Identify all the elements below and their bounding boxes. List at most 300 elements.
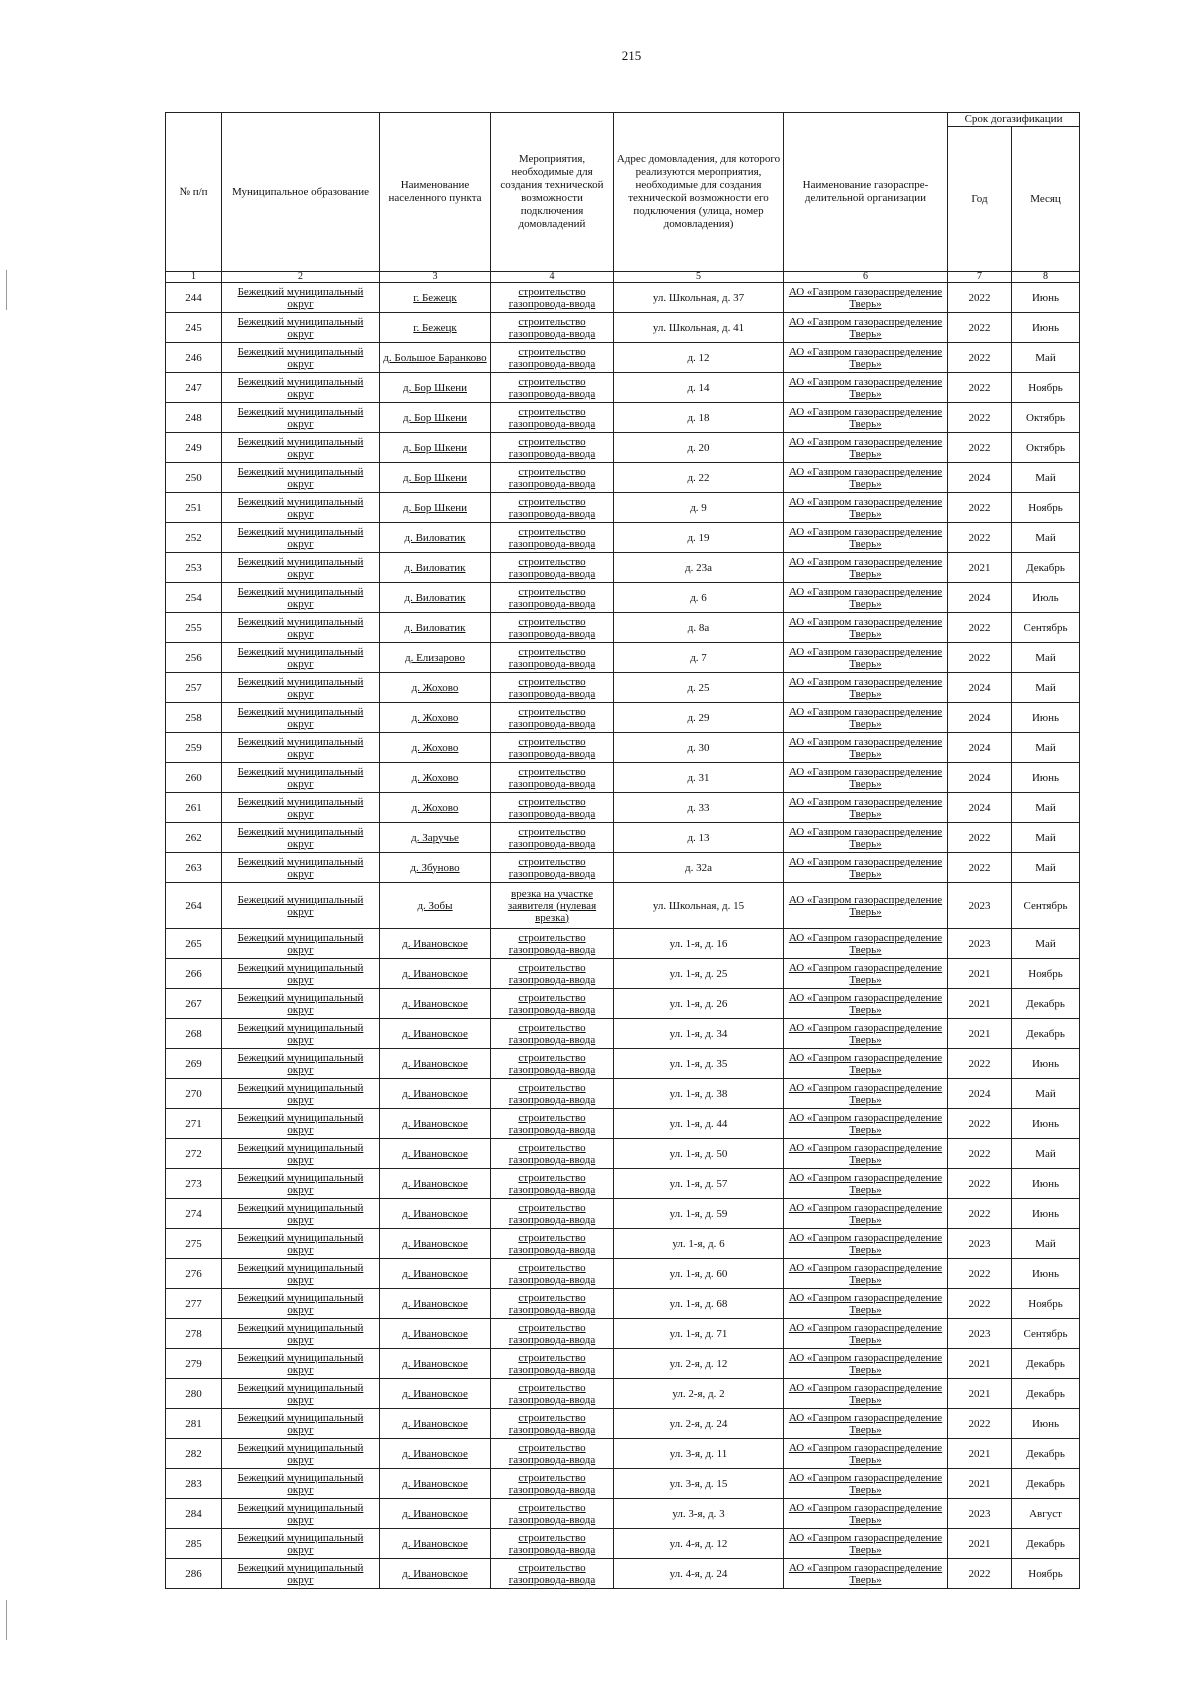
scan-mark bbox=[6, 270, 7, 310]
cell-row-number: 274 bbox=[166, 1199, 222, 1229]
cell-month: Ноябрь bbox=[1012, 959, 1080, 989]
cell-gdo: АО «Газпром газораспределение Тверь» bbox=[784, 1019, 948, 1049]
table-row bbox=[166, 1379, 1080, 1409]
column-numbers-row bbox=[166, 272, 1080, 283]
cell-municipality: Бежецкий муниципальный округ bbox=[222, 343, 380, 373]
cell-month: Декабрь bbox=[1012, 1439, 1080, 1469]
cell-year: 2023 bbox=[948, 929, 1012, 959]
table-row bbox=[166, 343, 1080, 373]
cell-row-number: 272 bbox=[166, 1139, 222, 1169]
cell-address: ул. 2-я, д. 24 bbox=[614, 1409, 784, 1439]
cell-gdo: АО «Газпром газораспределение Тверь» bbox=[784, 1349, 948, 1379]
cell-month: Декабрь bbox=[1012, 1349, 1080, 1379]
cell-gdo: АО «Газпром газораспределение Тверь» bbox=[784, 433, 948, 463]
cell-month: Июнь bbox=[1012, 1169, 1080, 1199]
cell-year: 2022 bbox=[948, 403, 1012, 433]
cell-year: 2022 bbox=[948, 1559, 1012, 1589]
cell-year: 2021 bbox=[948, 1019, 1012, 1049]
cell-address: д. 22 bbox=[614, 463, 784, 493]
cell-municipality: Бежецкий муниципальный округ bbox=[222, 823, 380, 853]
cell-row-number: 252 bbox=[166, 523, 222, 553]
cell-measure: строительство газопровода-ввода bbox=[491, 1409, 614, 1439]
cell-settlement: д. Ивановское bbox=[380, 959, 491, 989]
cell-address: ул. 1-я, д. 25 bbox=[614, 959, 784, 989]
cell-address: д. 9 bbox=[614, 493, 784, 523]
cell-settlement: д. Большое Баранково bbox=[380, 343, 491, 373]
table-row bbox=[166, 703, 1080, 733]
cell-address: д. 32а bbox=[614, 853, 784, 883]
cell-address: д. 29 bbox=[614, 703, 784, 733]
table-row bbox=[166, 1199, 1080, 1229]
cell-month: Октябрь bbox=[1012, 403, 1080, 433]
cell-month: Сентябрь bbox=[1012, 883, 1080, 929]
cell-year: 2022 bbox=[948, 1049, 1012, 1079]
cell-settlement: д. Ивановское bbox=[380, 1499, 491, 1529]
cell-address: д. 19 bbox=[614, 523, 784, 553]
cell-year: 2022 bbox=[948, 1199, 1012, 1229]
cell-year: 2023 bbox=[948, 883, 1012, 929]
cell-municipality: Бежецкий муниципальный округ bbox=[222, 1289, 380, 1319]
cell-municipality: Бежецкий муниципальный округ bbox=[222, 1229, 380, 1259]
cell-year: 2022 bbox=[948, 343, 1012, 373]
table-row bbox=[166, 733, 1080, 763]
cell-gdo: АО «Газпром газораспределение Тверь» bbox=[784, 763, 948, 793]
cell-municipality: Бежецкий муниципальный округ bbox=[222, 613, 380, 643]
cell-gdo: АО «Газпром газораспределение Тверь» bbox=[784, 1439, 948, 1469]
cell-gdo: АО «Газпром газораспределение Тверь» bbox=[784, 313, 948, 343]
cell-year: 2021 bbox=[948, 989, 1012, 1019]
cell-gdo: АО «Газпром газораспределение Тверь» bbox=[784, 373, 948, 403]
cell-address: ул. 1-я, д. 16 bbox=[614, 929, 784, 959]
cell-address: ул. 1-я, д. 50 bbox=[614, 1139, 784, 1169]
cell-municipality: Бежецкий муниципальный округ bbox=[222, 1139, 380, 1169]
cell-measure: строительство газопровода-ввода bbox=[491, 583, 614, 613]
cell-settlement: д. Ивановское bbox=[380, 1169, 491, 1199]
cell-address: ул. Школьная, д. 37 bbox=[614, 283, 784, 313]
cell-settlement: д. Жохово bbox=[380, 763, 491, 793]
cell-gdo: АО «Газпром газораспределение Тверь» bbox=[784, 613, 948, 643]
cell-month: Май bbox=[1012, 1229, 1080, 1259]
cell-address: д. 20 bbox=[614, 433, 784, 463]
cell-year: 2021 bbox=[948, 553, 1012, 583]
table-row bbox=[166, 283, 1080, 313]
cell-measure: строительство газопровода-ввода bbox=[491, 1109, 614, 1139]
cell-settlement: д. Ивановское bbox=[380, 1469, 491, 1499]
cell-measure: строительство газопровода-ввода bbox=[491, 553, 614, 583]
cell-month: Май bbox=[1012, 673, 1080, 703]
cell-gdo: АО «Газпром газораспределение Тверь» bbox=[784, 1379, 948, 1409]
cell-municipality: Бежецкий муниципальный округ bbox=[222, 793, 380, 823]
column-number: 7 bbox=[948, 272, 1012, 283]
cell-measure: строительство газопровода-ввода bbox=[491, 853, 614, 883]
cell-address: д. 7 bbox=[614, 643, 784, 673]
column-number: 8 bbox=[1012, 272, 1080, 283]
cell-row-number: 246 bbox=[166, 343, 222, 373]
cell-address: ул. 1-я, д. 26 bbox=[614, 989, 784, 1019]
cell-month: Май bbox=[1012, 1079, 1080, 1109]
column-number: 6 bbox=[784, 272, 948, 283]
gasification-table-wrapper bbox=[165, 112, 1079, 1589]
cell-year: 2024 bbox=[948, 763, 1012, 793]
cell-municipality: Бежецкий муниципальный округ bbox=[222, 403, 380, 433]
cell-settlement: д. Ивановское bbox=[380, 989, 491, 1019]
cell-settlement: д. Ивановское bbox=[380, 1259, 491, 1289]
cell-row-number: 255 bbox=[166, 613, 222, 643]
cell-settlement: д. Ивановское bbox=[380, 1529, 491, 1559]
cell-settlement: д. Ивановское bbox=[380, 1079, 491, 1109]
cell-settlement: д. Ивановское bbox=[380, 1289, 491, 1319]
cell-gdo: АО «Газпром газораспределение Тверь» bbox=[784, 583, 948, 613]
cell-measure: строительство газопровода-ввода bbox=[491, 1379, 614, 1409]
cell-month: Август bbox=[1012, 1499, 1080, 1529]
cell-gdo: АО «Газпром газораспределение Тверь» bbox=[784, 493, 948, 523]
cell-row-number: 285 bbox=[166, 1529, 222, 1559]
cell-settlement: д. Бор Шкени bbox=[380, 463, 491, 493]
header-deadline-group: Срок догазификации bbox=[948, 113, 1080, 127]
cell-municipality: Бежецкий муниципальный округ bbox=[222, 1319, 380, 1349]
cell-settlement: д. Заручье bbox=[380, 823, 491, 853]
cell-municipality: Бежецкий муниципальный округ bbox=[222, 583, 380, 613]
cell-row-number: 251 bbox=[166, 493, 222, 523]
cell-year: 2022 bbox=[948, 283, 1012, 313]
cell-municipality: Бежецкий муниципальный округ bbox=[222, 1529, 380, 1559]
cell-month: Июнь bbox=[1012, 1259, 1080, 1289]
cell-address: ул. 4-я, д. 12 bbox=[614, 1529, 784, 1559]
cell-month: Ноябрь bbox=[1012, 493, 1080, 523]
cell-measure: строительство газопровода-ввода bbox=[491, 493, 614, 523]
cell-row-number: 286 bbox=[166, 1559, 222, 1589]
cell-settlement: д. Ивановское bbox=[380, 1439, 491, 1469]
cell-municipality: Бежецкий муниципальный округ bbox=[222, 463, 380, 493]
cell-address: ул. 1-я, д. 71 bbox=[614, 1319, 784, 1349]
table-row bbox=[166, 1319, 1080, 1349]
column-number: 2 bbox=[222, 272, 380, 283]
cell-measure: строительство газопровода-ввода bbox=[491, 929, 614, 959]
cell-settlement: д. Виловатик bbox=[380, 523, 491, 553]
cell-settlement: д. Бор Шкени bbox=[380, 373, 491, 403]
cell-month: Май bbox=[1012, 733, 1080, 763]
cell-year: 2021 bbox=[948, 1469, 1012, 1499]
cell-gdo: АО «Газпром газораспределение Тверь» bbox=[784, 959, 948, 989]
cell-address: ул. 1-я, д. 68 bbox=[614, 1289, 784, 1319]
cell-gdo: АО «Газпром газораспределение Тверь» bbox=[784, 989, 948, 1019]
cell-settlement: д. Ивановское bbox=[380, 1109, 491, 1139]
cell-municipality: Бежецкий муниципальный округ bbox=[222, 703, 380, 733]
table-row bbox=[166, 1019, 1080, 1049]
cell-month: Декабрь bbox=[1012, 1529, 1080, 1559]
cell-municipality: Бежецкий муниципальный округ bbox=[222, 1079, 380, 1109]
cell-gdo: АО «Газпром газораспределение Тверь» bbox=[784, 1559, 948, 1589]
cell-measure: строительство газопровода-ввода bbox=[491, 703, 614, 733]
cell-year: 2023 bbox=[948, 1229, 1012, 1259]
cell-measure: врезка на участке заявителя (нулевая врезка) bbox=[491, 883, 614, 929]
table-row bbox=[166, 313, 1080, 343]
cell-address: ул. 1-я, д. 59 bbox=[614, 1199, 784, 1229]
table-row bbox=[166, 763, 1080, 793]
cell-address: д. 33 bbox=[614, 793, 784, 823]
cell-gdo: АО «Газпром газораспределение Тверь» bbox=[784, 643, 948, 673]
cell-month: Май bbox=[1012, 853, 1080, 883]
cell-row-number: 258 bbox=[166, 703, 222, 733]
cell-municipality: Бежецкий муниципальный округ bbox=[222, 1499, 380, 1529]
cell-measure: строительство газопровода-ввода bbox=[491, 1319, 614, 1349]
cell-municipality: Бежецкий муниципальный округ bbox=[222, 493, 380, 523]
cell-address: ул. 3-я, д. 11 bbox=[614, 1439, 784, 1469]
column-number: 1 bbox=[166, 272, 222, 283]
cell-settlement: д. Зобы bbox=[380, 883, 491, 929]
cell-row-number: 284 bbox=[166, 1499, 222, 1529]
cell-measure: строительство газопровода-ввода bbox=[491, 283, 614, 313]
cell-year: 2024 bbox=[948, 673, 1012, 703]
cell-address: ул. 2-я, д. 12 bbox=[614, 1349, 784, 1379]
cell-year: 2022 bbox=[948, 613, 1012, 643]
cell-settlement: д. Ивановское bbox=[380, 1049, 491, 1079]
table-row bbox=[166, 673, 1080, 703]
cell-row-number: 260 bbox=[166, 763, 222, 793]
cell-measure: строительство газопровода-ввода bbox=[491, 673, 614, 703]
gasification-table bbox=[165, 112, 1080, 1589]
cell-gdo: АО «Газпром газораспределение Тверь» bbox=[784, 1409, 948, 1439]
cell-address: ул. 1-я, д. 35 bbox=[614, 1049, 784, 1079]
cell-row-number: 271 bbox=[166, 1109, 222, 1139]
table-row bbox=[166, 643, 1080, 673]
cell-year: 2022 bbox=[948, 1109, 1012, 1139]
cell-settlement: д. Бор Шкени bbox=[380, 403, 491, 433]
table-row bbox=[166, 1529, 1080, 1559]
cell-measure: строительство газопровода-ввода bbox=[491, 793, 614, 823]
cell-gdo: АО «Газпром газораспределение Тверь» bbox=[784, 1229, 948, 1259]
cell-row-number: 262 bbox=[166, 823, 222, 853]
cell-measure: строительство газопровода-ввода bbox=[491, 403, 614, 433]
cell-year: 2022 bbox=[948, 1289, 1012, 1319]
cell-settlement: д. Виловатик bbox=[380, 583, 491, 613]
table-row bbox=[166, 1349, 1080, 1379]
cell-municipality: Бежецкий муниципальный округ bbox=[222, 1469, 380, 1499]
table-row bbox=[166, 613, 1080, 643]
table-row bbox=[166, 463, 1080, 493]
cell-address: ул. 1-я, д. 34 bbox=[614, 1019, 784, 1049]
cell-month: Декабрь bbox=[1012, 1019, 1080, 1049]
header-measures: Мероприятия, необходимые для создания технической возможности подключения домовладений bbox=[491, 113, 614, 272]
cell-year: 2022 bbox=[948, 1169, 1012, 1199]
cell-row-number: 250 bbox=[166, 463, 222, 493]
table-row bbox=[166, 1169, 1080, 1199]
cell-measure: строительство газопровода-ввода bbox=[491, 1499, 614, 1529]
table-row bbox=[166, 433, 1080, 463]
cell-address: ул. 3-я, д. 3 bbox=[614, 1499, 784, 1529]
header-address: Адрес домовладения, для которого реализуются мероприятия, необходимые для создания технической возможности его подключения (улица, номер домовладения) bbox=[614, 113, 784, 272]
cell-year: 2024 bbox=[948, 1079, 1012, 1109]
cell-row-number: 279 bbox=[166, 1349, 222, 1379]
cell-address: ул. 1-я, д. 38 bbox=[614, 1079, 784, 1109]
table-row bbox=[166, 1109, 1080, 1139]
cell-row-number: 256 bbox=[166, 643, 222, 673]
cell-gdo: АО «Газпром газораспределение Тверь» bbox=[784, 1319, 948, 1349]
cell-month: Сентябрь bbox=[1012, 613, 1080, 643]
cell-municipality: Бежецкий муниципальный округ bbox=[222, 929, 380, 959]
cell-municipality: Бежецкий муниципальный округ bbox=[222, 1259, 380, 1289]
cell-measure: строительство газопровода-ввода bbox=[491, 1469, 614, 1499]
cell-row-number: 275 bbox=[166, 1229, 222, 1259]
cell-row-number: 253 bbox=[166, 553, 222, 583]
cell-month: Май bbox=[1012, 463, 1080, 493]
cell-month: Ноябрь bbox=[1012, 373, 1080, 403]
cell-gdo: АО «Газпром газораспределение Тверь» bbox=[784, 853, 948, 883]
cell-gdo: АО «Газпром газораспределение Тверь» bbox=[784, 733, 948, 763]
cell-gdo: АО «Газпром газораспределение Тверь» bbox=[784, 1199, 948, 1229]
cell-settlement: г. Бежецк bbox=[380, 283, 491, 313]
table-row bbox=[166, 1499, 1080, 1529]
cell-year: 2022 bbox=[948, 1409, 1012, 1439]
cell-row-number: 280 bbox=[166, 1379, 222, 1409]
cell-measure: строительство газопровода-ввода bbox=[491, 1049, 614, 1079]
table-row bbox=[166, 1049, 1080, 1079]
cell-gdo: АО «Газпром газораспределение Тверь» bbox=[784, 1139, 948, 1169]
cell-year: 2024 bbox=[948, 793, 1012, 823]
cell-measure: строительство газопровода-ввода bbox=[491, 313, 614, 343]
cell-measure: строительство газопровода-ввода bbox=[491, 463, 614, 493]
table-row bbox=[166, 493, 1080, 523]
cell-month: Июнь bbox=[1012, 1109, 1080, 1139]
cell-settlement: д. Ивановское bbox=[380, 1229, 491, 1259]
cell-municipality: Бежецкий муниципальный округ bbox=[222, 853, 380, 883]
table-row bbox=[166, 583, 1080, 613]
cell-year: 2021 bbox=[948, 1529, 1012, 1559]
cell-gdo: АО «Газпром газораспределение Тверь» bbox=[784, 1079, 948, 1109]
table-row bbox=[166, 1289, 1080, 1319]
cell-municipality: Бежецкий муниципальный округ bbox=[222, 763, 380, 793]
cell-gdo: АО «Газпром газораспределение Тверь» bbox=[784, 1169, 948, 1199]
header-settlement: Наименование населенного пункта bbox=[380, 113, 491, 272]
cell-year: 2024 bbox=[948, 733, 1012, 763]
cell-settlement: д. Жохово bbox=[380, 673, 491, 703]
cell-measure: строительство газопровода-ввода bbox=[491, 1289, 614, 1319]
cell-row-number: 245 bbox=[166, 313, 222, 343]
cell-address: ул. 1-я, д. 60 bbox=[614, 1259, 784, 1289]
table-row bbox=[166, 959, 1080, 989]
cell-settlement: д. Збуново bbox=[380, 853, 491, 883]
cell-address: д. 6 bbox=[614, 583, 784, 613]
cell-gdo: АО «Газпром газораспределение Тверь» bbox=[784, 343, 948, 373]
cell-month: Июнь bbox=[1012, 703, 1080, 733]
cell-row-number: 267 bbox=[166, 989, 222, 1019]
cell-row-number: 268 bbox=[166, 1019, 222, 1049]
cell-gdo: АО «Газпром газораспределение Тверь» bbox=[784, 523, 948, 553]
cell-row-number: 259 bbox=[166, 733, 222, 763]
cell-municipality: Бежецкий муниципальный округ bbox=[222, 989, 380, 1019]
table-row bbox=[166, 1469, 1080, 1499]
cell-row-number: 264 bbox=[166, 883, 222, 929]
table-row bbox=[166, 853, 1080, 883]
table-row bbox=[166, 1229, 1080, 1259]
cell-month: Май bbox=[1012, 523, 1080, 553]
cell-gdo: АО «Газпром газораспределение Тверь» bbox=[784, 553, 948, 583]
cell-month: Декабрь bbox=[1012, 553, 1080, 583]
cell-municipality: Бежецкий муниципальный округ bbox=[222, 1049, 380, 1079]
cell-row-number: 278 bbox=[166, 1319, 222, 1349]
cell-month: Июнь bbox=[1012, 763, 1080, 793]
cell-gdo: АО «Газпром газораспределение Тверь» bbox=[784, 1049, 948, 1079]
cell-month: Май bbox=[1012, 343, 1080, 373]
table-row bbox=[166, 523, 1080, 553]
cell-address: ул. 1-я, д. 6 bbox=[614, 1229, 784, 1259]
cell-year: 2024 bbox=[948, 703, 1012, 733]
cell-municipality: Бежецкий муниципальный округ bbox=[222, 313, 380, 343]
cell-year: 2022 bbox=[948, 433, 1012, 463]
table-row bbox=[166, 989, 1080, 1019]
cell-month: Июнь bbox=[1012, 1409, 1080, 1439]
cell-measure: строительство газопровода-ввода bbox=[491, 1229, 614, 1259]
cell-gdo: АО «Газпром газораспределение Тверь» bbox=[784, 1499, 948, 1529]
cell-gdo: АО «Газпром газораспределение Тверь» bbox=[784, 929, 948, 959]
table-row bbox=[166, 1409, 1080, 1439]
cell-year: 2022 bbox=[948, 493, 1012, 523]
cell-row-number: 266 bbox=[166, 959, 222, 989]
cell-municipality: Бежецкий муниципальный округ bbox=[222, 1199, 380, 1229]
cell-gdo: АО «Газпром газораспределение Тверь» bbox=[784, 673, 948, 703]
cell-year: 2022 bbox=[948, 643, 1012, 673]
cell-address: ул. 3-я, д. 15 bbox=[614, 1469, 784, 1499]
cell-year: 2021 bbox=[948, 959, 1012, 989]
cell-measure: строительство газопровода-ввода bbox=[491, 763, 614, 793]
cell-municipality: Бежецкий муниципальный округ bbox=[222, 643, 380, 673]
table-body bbox=[166, 283, 1080, 1589]
cell-municipality: Бежецкий муниципальный округ bbox=[222, 733, 380, 763]
cell-measure: строительство газопровода-ввода bbox=[491, 823, 614, 853]
table-row bbox=[166, 883, 1080, 929]
cell-month: Июнь bbox=[1012, 1199, 1080, 1229]
table-row bbox=[166, 553, 1080, 583]
cell-address: д. 30 bbox=[614, 733, 784, 763]
table-row bbox=[166, 403, 1080, 433]
cell-gdo: АО «Газпром газораспределение Тверь» bbox=[784, 793, 948, 823]
cell-measure: строительство газопровода-ввода bbox=[491, 1259, 614, 1289]
cell-measure: строительство газопровода-ввода bbox=[491, 643, 614, 673]
cell-month: Май bbox=[1012, 1139, 1080, 1169]
column-number: 5 bbox=[614, 272, 784, 283]
cell-address: д. 12 bbox=[614, 343, 784, 373]
cell-year: 2022 bbox=[948, 313, 1012, 343]
table-row bbox=[166, 1439, 1080, 1469]
page-number: 215 bbox=[621, 48, 642, 63]
cell-address: д. 18 bbox=[614, 403, 784, 433]
cell-settlement: д. Ивановское bbox=[380, 1139, 491, 1169]
table-header bbox=[166, 113, 1080, 283]
cell-settlement: д. Жохово bbox=[380, 793, 491, 823]
cell-year: 2022 bbox=[948, 853, 1012, 883]
cell-month: Июнь bbox=[1012, 1049, 1080, 1079]
cell-gdo: АО «Газпром газораспределение Тверь» bbox=[784, 823, 948, 853]
cell-row-number: 273 bbox=[166, 1169, 222, 1199]
cell-measure: строительство газопровода-ввода bbox=[491, 1199, 614, 1229]
cell-year: 2023 bbox=[948, 1319, 1012, 1349]
cell-row-number: 261 bbox=[166, 793, 222, 823]
cell-settlement: д. Бор Шкени bbox=[380, 433, 491, 463]
cell-address: ул. 1-я, д. 44 bbox=[614, 1109, 784, 1139]
cell-year: 2021 bbox=[948, 1349, 1012, 1379]
cell-municipality: Бежецкий муниципальный округ bbox=[222, 373, 380, 403]
cell-gdo: АО «Газпром газораспределение Тверь» bbox=[784, 1289, 948, 1319]
cell-month: Октябрь bbox=[1012, 433, 1080, 463]
cell-month: Май bbox=[1012, 643, 1080, 673]
cell-year: 2021 bbox=[948, 1439, 1012, 1469]
cell-municipality: Бежецкий муниципальный округ bbox=[222, 1109, 380, 1139]
cell-settlement: д. Ивановское bbox=[380, 1319, 491, 1349]
header-month: Месяц bbox=[1012, 127, 1080, 272]
cell-row-number: 283 bbox=[166, 1469, 222, 1499]
cell-measure: строительство газопровода-ввода bbox=[491, 1349, 614, 1379]
cell-address: ул. Школьная, д. 41 bbox=[614, 313, 784, 343]
